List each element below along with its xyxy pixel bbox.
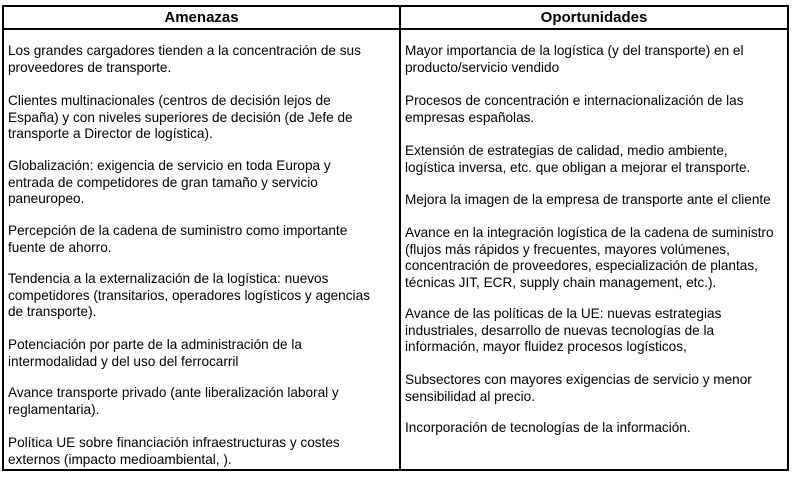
oportunidad-item [405,192,779,209]
oportunidad-item [405,225,779,291]
oportunidades-column [401,7,787,469]
amenaza-item-line: proveedores de transporte. [8,59,172,75]
amenaza-item [8,93,391,143]
oportunidad-item-line: información, mayor fluidez procesos logísticos, [405,339,687,354]
amenaza-item-line: competidores (transitarios, operadores logísticos y agencias [8,287,370,303]
amenaza-item-line: reglamentaria). [8,401,100,417]
amenaza-item-line: externos (impacto medioambiental, ). [8,451,232,467]
oportunidad-item-line: Procesos de concentración e internacionalización de las [405,93,744,108]
header-rule [4,28,787,30]
amenaza-item-line: Clientes multinacionales (centros de decisión lejos de [8,93,331,108]
amenaza-item-line: Percepción de la cadena de suministro como importante [8,223,348,238]
amenaza-item-line: transporte a Director de logística). [8,126,213,141]
amenaza-item [8,337,391,370]
oportunidad-item-line: Mayor importancia de la logística (y del transporte) en el [405,43,744,58]
amenaza-item-line: Globalización: exigencia de servicio en toda Europa y [8,158,331,173]
oportunidad-item [405,372,779,405]
amenaza-item-line: Tendencia a la externalización de la logística: nuevos [8,271,329,286]
amenaza-item-line: España) y con niveles superiores de decisión (de Jefe de [8,109,353,125]
oportunidad-item-line: (flujos más rápidos y frecuentes, mayores volúmenes, [405,241,730,257]
oportunidad-item [405,143,779,176]
amenaza-item [8,271,391,321]
oportunidad-item [405,306,779,356]
amenaza-item-line: entrada de competidores de gran tamaño y servicio [8,174,318,190]
amenaza-item-line: paneuropeo. [8,191,85,206]
amenaza-item-line: Los grandes cargadores tienden a la concentración de sus [8,43,361,58]
amenaza-item [8,43,391,76]
oportunidad-item-line: Mejora la imagen de la empresa de transporte ante el cliente [405,192,771,207]
amenaza-item-line: Potenciación por parte de la administración de la [8,337,302,352]
amenazas-column [4,7,399,469]
amenaza-item-line: Avance transporte privado (ante liberalización laboral y [8,385,339,400]
amenaza-item [8,158,391,208]
amenaza-item [8,385,391,418]
amenaza-item-line: intermodalidad y del uso del ferrocarril [8,353,239,369]
oportunidad-item-line: empresas españolas. [405,109,535,125]
amenaza-item-line: de transporte). [8,304,97,319]
swot-table [2,5,789,471]
oportunidad-item [405,43,779,76]
oportunidad-item-line: Subsectores con mayores exigencias de servicio y menor [405,372,752,387]
oportunidad-item-line: producto/servicio vendido [405,59,560,75]
oportunidad-item-line: logística inversa, etc. que obligan a mejorar el transporte. [405,159,751,175]
oportunidad-item-line: Avance de las políticas de la UE: nuevas estrategias [405,306,722,321]
oportunidad-item-line: técnicas JIT, ECR, supply chain management, etc.). [405,274,717,290]
oportunidad-item-line: Avance en la integración logística de la cadena de suministro [405,225,774,240]
amenaza-item [8,435,391,468]
oportunidad-item-line: concentración de proveedores, especialización de plantas, [405,258,758,273]
oportunidad-item-line: Incorporación de tecnologías de la información. [405,420,691,435]
amenaza-item-line: Política UE sobre financiación infraestructuras y costes [8,435,340,450]
oportunidad-item [405,93,779,126]
oportunidades-header: Oportunidades [540,9,648,26]
amenazas-header: Amenazas [164,9,239,26]
oportunidad-item [405,420,779,437]
oportunidad-item-line: sensibilidad al precio. [405,388,535,404]
oportunidad-item-line: Extensión de estrategias de calidad, medio ambiente, [405,143,728,158]
oportunidad-item-line: industriales, desarrollo de nuevas tecnologías de la [405,322,715,338]
amenaza-item-line: fuente de ahorro. [8,239,112,255]
amenaza-item [8,223,391,256]
